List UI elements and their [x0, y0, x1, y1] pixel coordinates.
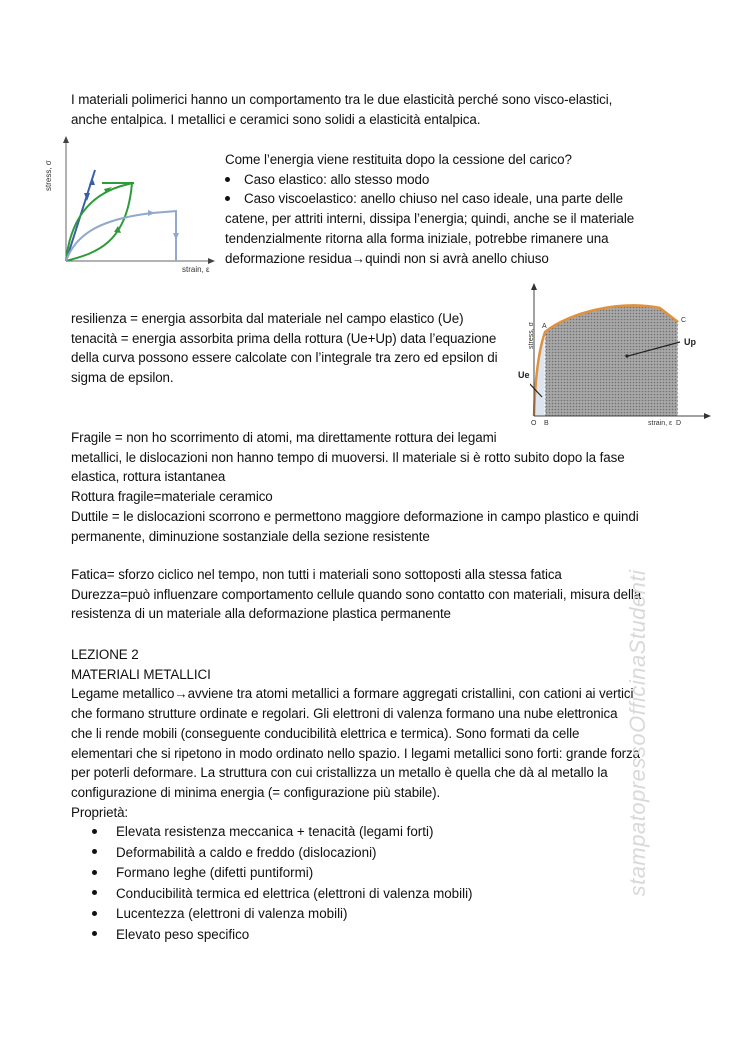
fatigue-line: Fatica= sforzo ciclico nel tempo, non tutti i materiali sono sottoposti alla stessa fatica [71, 567, 562, 582]
y-axis-label: stress, σ [527, 322, 535, 349]
toughness-line: tenacità = energia assorbita prima della rottura (Ue+Up) data l’equazione [71, 330, 497, 346]
energy-continuation-1: catene, per attriti interni, dissipa l’energia; quindi, anche se il materiale [225, 211, 635, 227]
list-item: Formano leghe (difetti puntiformi) [92, 863, 473, 884]
fracture-section [71, 428, 639, 546]
energy-continuation-2: tendenzialmente ritorna alla forma iniziale, potrebbe rimanere una [225, 230, 609, 246]
x-axis-label: strain, ε [648, 420, 673, 427]
stress-strain-figure-2 [518, 282, 720, 432]
list-item: Lucentezza (elettroni di valenza mobili) [92, 904, 473, 925]
x-axis-label: strain, ε [182, 265, 210, 274]
list-item: Deformabilità a caldo e freddo (dislocazioni) [92, 843, 473, 864]
fragile-line-2: metallici, le dislocazioni non hanno tempo di muoversi. Il materiale si è rotto subito dopo la fase [71, 449, 625, 465]
lesson-line-6: configurazione di minima energia (= configurazione più stabile). [71, 784, 441, 800]
toughness-section [71, 309, 497, 388]
toughness-line-cont: della curva possono essere calcolate con l’integrale tra zero ed epsilon di [71, 350, 498, 366]
bullet-icon [92, 931, 97, 936]
properties-list [92, 822, 473, 945]
up-label: Up [684, 337, 696, 347]
plastic-energy-area [545, 305, 678, 416]
lesson2-section [71, 645, 640, 822]
point-a: A [542, 323, 547, 330]
energy-section [225, 150, 634, 268]
lesson-line-1: Legame metallico→avviene tra atomi metallici a formare aggregati cristallini, con cationi ai vertici [71, 686, 634, 702]
intro-line-2: anche entalpica. I metallici e ceramici sono solidi a elasticità entalpica. [71, 112, 481, 127]
ductile-line-2: permanente, diminuzione sostanziale della sezione resistente [71, 528, 430, 544]
list-item: Elevata resistenza meccanica + tenacità (legami forti) [92, 822, 473, 843]
watermark: stampatopressoOfficinaStudenti [625, 569, 650, 897]
lesson-subheading: MATERIALI METALLICI [71, 666, 211, 682]
point-d: D [676, 420, 682, 427]
bullet-icon [92, 829, 97, 834]
list-item: Elevato peso specifico [92, 925, 473, 946]
stress-strain-figure-1 [42, 133, 217, 278]
bullet-icon [92, 890, 97, 895]
point-origin: O [531, 420, 537, 427]
y-axis-label: stress, σ [44, 160, 53, 191]
lesson-heading: LEZIONE 2 [71, 647, 139, 662]
bullet-icon [225, 177, 230, 182]
intro-line-1: I materiali polimerici hanno un comportamento tra le due elasticità perché sono visco-elastici, [71, 92, 613, 107]
lesson-line-5: per poterli deformare. La struttura con cui cristallizza un metallo è quella che dà al metallo la [71, 765, 608, 781]
hardness-line-2: resistenza di un materiale alla deformazione plastica permanente [71, 606, 451, 622]
ductile-line-1: Duttile = le dislocazioni scorrono e permettono maggiore deformazione in campo plastico e quindi [71, 508, 639, 524]
lesson-line-4: elementari che si ripetono in modo ordinato nello spazio. I legami metallici sono forti: grande forza [71, 745, 640, 761]
fragile-line-3: elastica, rottura istantanea [71, 469, 226, 485]
properties-label: Proprietà: [71, 804, 129, 820]
ue-label: Ue [518, 370, 530, 380]
lesson-line-3: che li rende mobili (conseguente conducibilità elettrica e termica). Sono formati da celle [71, 725, 580, 741]
resilience-line: resilienza = energia assorbita dal materiale nel campo elastico (Ue) [71, 311, 464, 326]
fragile-line-1: Fragile = non ho scorrimento di atomi, ma direttamente rottura dei legami [71, 430, 497, 445]
point-b: B [544, 420, 549, 427]
hardness-line-1: Durezza=può influenzare comportamento cellule quando sono contatto con materiali, misura della [71, 586, 642, 602]
bullet-icon [92, 870, 97, 875]
toughness-line-end: sigma de epsilon. [71, 370, 174, 386]
energy-bullet-2: Caso viscoelastico: anello chiuso nel caso ideale, una parte delle [225, 189, 634, 209]
fragile-ceramic-line: Rottura fragile=materiale ceramico [71, 489, 273, 505]
bullet-icon [92, 849, 97, 854]
point-c: C [681, 317, 687, 324]
fatigue-section [71, 565, 641, 624]
energy-question: Come l’energia viene restituita dopo la cessione del carico? [225, 152, 572, 167]
energy-continuation-3: deformazione residua→quindi non si avrà anello chiuso [225, 250, 549, 266]
list-item: Conducibilità termica ed elettrica (elettroni di valenza mobili) [92, 884, 473, 905]
bullet-icon [225, 196, 230, 201]
energy-bullet-1: Caso elastico: allo stesso modo [225, 170, 634, 190]
lesson-line-2: che formano strutture ordinate e regolari. Gli elettroni di valenza formano una nube elettronica [71, 706, 618, 722]
bullet-icon [92, 911, 97, 916]
